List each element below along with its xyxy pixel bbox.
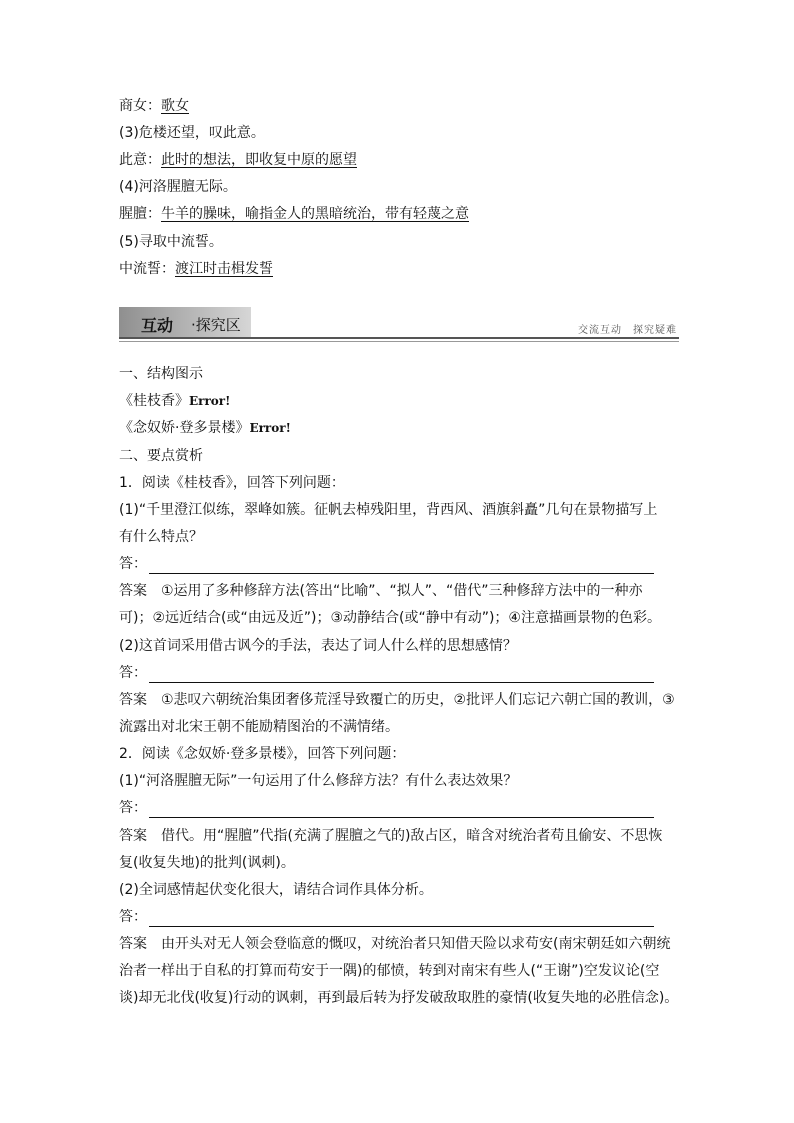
answer-prompt: 答：: [119, 800, 147, 816]
answer-blank: [119, 663, 654, 683]
verse-line: (4)河洛腥膻无际。: [119, 179, 237, 195]
term-definition: 歌女: [161, 98, 189, 114]
structure-item: [119, 391, 230, 411]
note-shangnv: [119, 96, 189, 116]
answer-text: 答案 ①运用了多种修辞方法(答出“比喻”、“拟人”、“借代”三种修辞方法中的一种亦: [119, 583, 643, 599]
question-text: (2)全词感情起伏变化很大，请结合词作具体分析。: [119, 882, 433, 898]
verse-line: (3)危楼还望，叹此意。: [119, 125, 265, 141]
structure-item-title: 《桂枝香》: [119, 393, 189, 409]
banner-subtitle: ·探究区: [191, 316, 241, 334]
term-definition: 牛羊的臊味，喻指金人的黑暗统治，带有轻蔑之意: [161, 206, 469, 222]
banner-tagline: 交流互动 探究疑难: [578, 325, 677, 336]
answer-line[interactable]: [149, 668, 654, 683]
question-text: 有什么特点？: [119, 529, 203, 545]
term-definition: 此时的想法，即收复中原的愿望: [161, 152, 357, 168]
term-label: 腥膻：: [119, 206, 161, 222]
error-marker: Error!: [189, 394, 231, 408]
section-heading: 一、结构图示: [119, 366, 203, 382]
term-label: 中流誓：: [119, 261, 175, 277]
banner-rule-thin: [119, 341, 679, 342]
answer-prompt: 答：: [119, 556, 147, 572]
answer-line[interactable]: [149, 559, 654, 574]
section-heading: 二、要点赏析: [119, 448, 203, 464]
structure-item-title: 《念奴娇·登多景楼》: [119, 420, 250, 436]
answer-line[interactable]: [149, 912, 654, 927]
term-definition: 渡江时击楫发誓: [175, 261, 273, 277]
answer-text: 复(收复失地)的批判(讽刺)。: [119, 855, 295, 871]
answer-text: 可)；②远近结合(或“由远及近”)；③动静结合(或“静中有动”)；④注意描画景物的色彩。: [119, 610, 661, 626]
answer-text: 谈)却无北伐(收复)行动的讽刺，再到最后转为抒发破敌取胜的豪情(收复失地的必胜信念)。: [119, 990, 679, 1006]
banner-rule: [119, 337, 679, 339]
answer-text: 答案 ①悲叹六朝统治集团奢侈荒淫导致覆亡的历史，②批评人们忘记六朝亡国的教训，③: [119, 692, 675, 708]
structure-item: [119, 418, 291, 438]
answer-text: 流露出对北宋王朝不能励精图治的不满情绪。: [119, 719, 399, 735]
banner-title: 互动: [141, 316, 174, 335]
term-label: 商女：: [119, 98, 161, 114]
answer-prompt: 答：: [119, 665, 147, 681]
answer-blank: [119, 907, 654, 927]
answer-line[interactable]: [149, 803, 654, 818]
note-ciyi: [119, 150, 357, 170]
error-marker: Error!: [249, 421, 291, 435]
answer-text: 答案 由开头对无人领会登临意的慨叹，对统治者只知借天险以求苟安(南宋朝廷如六朝统: [119, 936, 671, 952]
question-heading: 1．阅读《桂枝香》，回答下列问题：: [119, 475, 345, 491]
question-text: (2)这首词采用借古讽今的手法，表达了词人什么样的思想感情？: [119, 638, 517, 654]
question-text: (1)“河洛腥膻无际”一句运用了什么修辞方法？有什么表达效果？: [119, 773, 518, 789]
term-label: 此意：: [119, 152, 161, 168]
verse-line: (5)寻取中流誓。: [119, 234, 223, 250]
note-zhongliushi: [119, 259, 273, 279]
section-banner: [119, 307, 679, 339]
answer-blank: [119, 554, 654, 574]
answer-blank: [119, 798, 654, 818]
answer-text: 治者一样出于自私的打算而苟安于一隅)的郁愤，转到对南宋有些人(“王谢”)空发议论(空: [119, 963, 660, 979]
question-heading: 2．阅读《念奴娇·登多景楼》，回答下列问题：: [119, 746, 406, 762]
answer-prompt: 答：: [119, 909, 147, 925]
note-xingshan: [119, 204, 469, 224]
question-text: (1)“千里澄江似练，翠峰如簇。征帆去棹残阳里，背西风、酒旗斜矗”几句在景物描写上: [119, 502, 658, 518]
answer-text: 答案 借代。用“腥膻”代指(充满了腥膻之气的)敌占区，暗含对统治者苟且偷安、不思恢: [119, 828, 663, 844]
